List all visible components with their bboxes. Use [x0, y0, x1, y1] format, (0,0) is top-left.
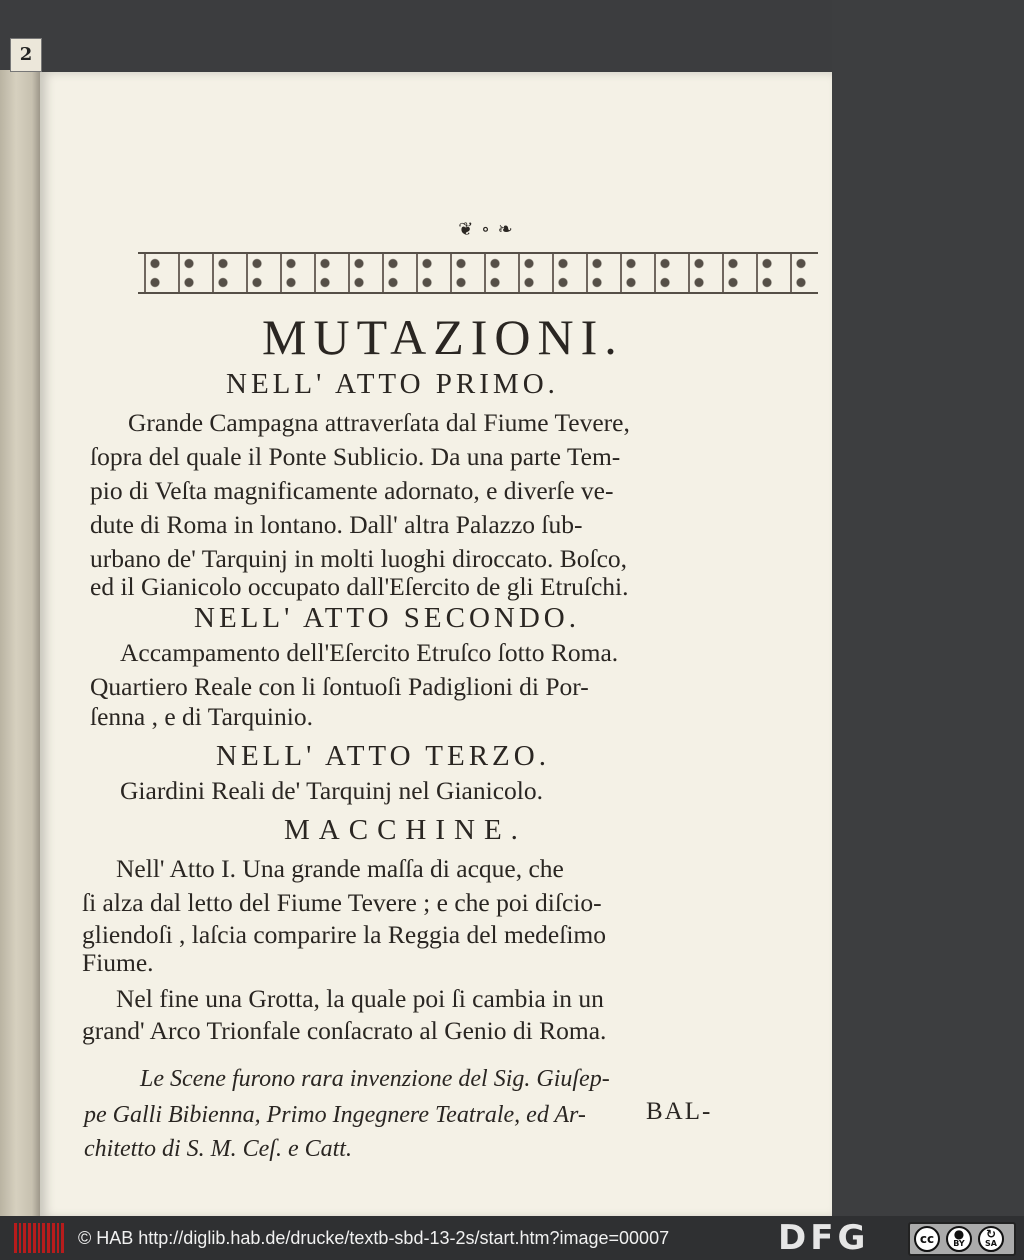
cc-icon: cc — [914, 1226, 940, 1252]
barcode-icon — [0, 1216, 64, 1260]
text-line: ſi alza dal letto del Fiume Tevere ; e che poi diſcio- — [82, 888, 602, 917]
text-line: Fiume. — [82, 948, 154, 977]
page-title: MUTAZIONI. — [262, 309, 624, 365]
text-line: grand' Arco Trionfale conſacrato al Genio di Roma. — [82, 1016, 607, 1045]
text-line: gliendoſi , laſcia comparire la Reggia del medeſimo — [82, 920, 606, 949]
text-line: ſenna , e di Tarquinio. — [90, 702, 313, 731]
text-line: Quartiero Reale con li ſontuoſi Padiglioni di Por- — [90, 672, 589, 701]
section-heading-act-2: NELL' ATTO SECONDO. — [194, 602, 580, 634]
text-line: urbano de' Tarquinj in molti luoghi diroccato. Boſco, — [90, 544, 628, 573]
text-line: Nel fine una Grotta, la quale poi ſi cambia in un — [116, 984, 604, 1013]
section-heading-act-1: NELL' ATTO PRIMO. — [226, 368, 559, 400]
text-line: ſopra del quale il Ponte Sublicio. Da una parte Tem- — [90, 442, 621, 471]
text-line: Nell' Atto I. Una grande maſſa di acque, che — [116, 854, 564, 883]
section-heading-machines: MACCHINE. — [284, 814, 527, 846]
text-line: dute di Roma in lontano. Dall' altra Palazzo ſub- — [90, 510, 583, 539]
cc-license-badge[interactable] — [908, 1222, 1016, 1256]
facing-page-edge — [0, 70, 40, 1216]
book-page — [40, 72, 832, 1216]
text-line: ed il Gianicolo occupato dall'Eſercito de gli Etruſchi. — [90, 572, 629, 601]
credit-line: chitetto di S. M. Ceſ. e Catt. — [84, 1136, 352, 1162]
dfg-logo[interactable]: DFG — [778, 1218, 870, 1258]
text-line: Accampamento dell'Eſercito Etruſco ſotto Roma. — [120, 638, 619, 667]
page-tab: 2 — [10, 38, 42, 72]
text-line: pio di Veſta magnificamente adornato, e diverſe ve- — [90, 476, 614, 505]
sa-icon: ↻ SA — [978, 1226, 1004, 1252]
credit-line: Le Scene furono rara invenzione del Sig. Giuſep- — [140, 1066, 610, 1092]
scan-background — [832, 0, 1024, 1216]
credit-line: pe Galli Bibienna, Primo Ingegnere Teatrale, ed Ar- — [84, 1102, 586, 1128]
text-line: Giardini Reali de' Tarquinj nel Gianicolo. — [120, 776, 543, 805]
text-line: Grande Campagna attraverſata dal Fiume Tevere, — [128, 408, 630, 437]
section-heading-act-3: NELL' ATTO TERZO. — [216, 740, 550, 772]
small-ornament-icon: ❦ ∘ ❧ — [458, 219, 514, 240]
catchword: BAL- — [646, 1098, 713, 1125]
by-icon: ● BY — [946, 1226, 972, 1252]
source-link[interactable]: © HAB http://diglib.hab.de/drucke/textb-sbd-13-2s/start.htm?image=00007 — [78, 1227, 670, 1248]
viewer-footer — [0, 1216, 1024, 1260]
decorative-border-icon — [138, 252, 818, 294]
